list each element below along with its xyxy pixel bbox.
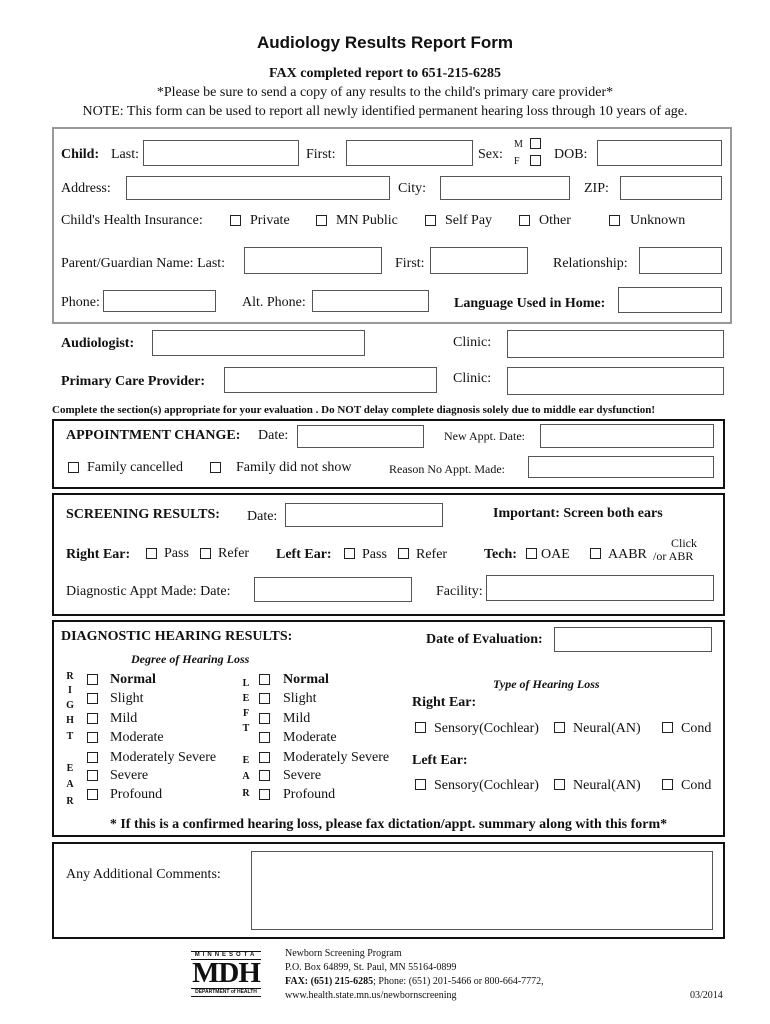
sex-m-label: M [514, 139, 523, 150]
clinic-field[interactable] [507, 330, 724, 358]
insurance-selfpay-checkbox[interactable] [425, 215, 436, 226]
phone-field[interactable] [103, 290, 216, 312]
left-ear-letter: F [242, 708, 250, 719]
right-degree-checkbox[interactable] [87, 732, 98, 743]
alt-phone-field[interactable] [312, 290, 429, 312]
left-neural-checkbox[interactable] [554, 779, 565, 790]
relationship-label: Relationship: [553, 256, 628, 271]
mdh-logo-top: MINNESOTA [191, 951, 261, 960]
fax-phone-text: FAX: (651) 215-6285; Phone: (651) 201-5466 or 800-664-7772, [285, 976, 544, 987]
new-appt-date-label: New Appt. Date: [444, 429, 525, 443]
right-degree-checkbox[interactable] [87, 752, 98, 763]
right-degree-checkbox[interactable] [87, 789, 98, 800]
insurance-label: Child's Health Insurance: [61, 213, 203, 228]
city-label: City: [398, 181, 427, 196]
program-name: Newborn Screening Program [285, 948, 402, 959]
clinic2-label: Clinic: [453, 371, 492, 386]
insurance-unknown-checkbox[interactable] [609, 215, 620, 226]
right-ear-letter: E [66, 763, 74, 774]
insurance-mnpublic-label: MN Public [336, 213, 398, 228]
right-pass-label: Pass [164, 546, 189, 561]
right-sensory-label: Sensory(Cochlear) [434, 721, 539, 736]
dob-field[interactable] [597, 140, 722, 166]
right-degree-label: Moderately Severe [110, 750, 217, 765]
oae-checkbox[interactable] [526, 548, 537, 559]
right-degree-checkbox[interactable] [87, 693, 98, 704]
screening-date-field[interactable] [285, 503, 443, 527]
right-pass-checkbox[interactable] [146, 548, 157, 559]
type-label: Type of Hearing Loss [493, 677, 600, 691]
left-neural-label: Neural(AN) [573, 778, 641, 793]
tech-label: Tech: [484, 547, 517, 562]
insurance-selfpay-label: Self Pay [445, 213, 493, 228]
left-degree-label: Profound [283, 787, 336, 802]
left-ear-letter: E [242, 693, 250, 704]
right-degree-label: Severe [110, 768, 149, 783]
form-title: Audiology Results Report Form [257, 33, 513, 52]
left-degree-checkbox[interactable] [259, 713, 270, 724]
aabr-checkbox[interactable] [590, 548, 601, 559]
left-pass-label: Pass [362, 547, 387, 562]
diag-appt-label: Diagnostic Appt Made: Date: [66, 584, 231, 599]
left-degree-label: Moderately Severe [283, 750, 390, 765]
form-version: 03/2014 [690, 990, 723, 1001]
insurance-private-label: Private [250, 213, 290, 228]
mdh-logo-main: MDH [192, 957, 260, 989]
left-refer-label: Refer [416, 547, 448, 562]
guardian-first-label: First: [395, 256, 425, 271]
left-degree-label: Slight [283, 691, 317, 706]
address-field[interactable] [126, 176, 390, 200]
screen-left-ear-label: Left Ear: [276, 547, 332, 562]
audiologist-field[interactable] [152, 330, 365, 356]
insurance-other-label: Other [539, 213, 571, 228]
degree-label: Degree of Hearing Loss [131, 652, 250, 666]
right-degree-label: Mild [110, 711, 138, 726]
appointment-date-label: Date: [258, 428, 289, 443]
aabr-label: AABR [608, 547, 647, 562]
type-right-ear-label: Right Ear: [412, 695, 477, 710]
oae-label: OAE [541, 547, 570, 562]
age-note: NOTE: This form can be used to report all newly identified permanent hearing loss through 10 years of age. [82, 104, 688, 119]
family-no-show-label: Family did not show [236, 460, 352, 475]
website-link[interactable]: www.health.state.mn.us/newbornscreening [285, 990, 457, 1001]
diagnostic-title: DIAGNOSTIC HEARING RESULTS: [61, 629, 293, 644]
right-degree-checkbox[interactable] [87, 770, 98, 781]
dob-label: DOB: [554, 147, 588, 162]
right-neural-label: Neural(AN) [573, 721, 641, 736]
facility-field[interactable] [486, 575, 714, 601]
left-ear-letter: T [242, 723, 250, 734]
fax-number-bold: FAX: (651) 215-6285 [285, 976, 374, 987]
reason-field[interactable] [528, 456, 714, 478]
family-cancelled-checkbox[interactable] [68, 462, 79, 473]
right-degree-checkbox[interactable] [87, 713, 98, 724]
fax-line: FAX completed report to 651-215-6285 [269, 66, 501, 81]
screening-date-label: Date: [247, 509, 278, 524]
family-no-show-checkbox[interactable] [210, 462, 221, 473]
mdh-logo [191, 951, 261, 997]
facility-label: Facility: [436, 584, 483, 599]
right-ear-letter: T [66, 731, 74, 742]
right-refer-checkbox[interactable] [200, 548, 211, 559]
zip-label: ZIP: [584, 181, 609, 196]
important-note: Important: Screen both ears [493, 506, 663, 521]
right-ear-letter: R [66, 796, 74, 807]
sex-f-label: F [514, 156, 520, 167]
mdh-logo-bottom: DEPARTMENT of HEALTH [191, 988, 261, 997]
right-refer-label: Refer [218, 546, 250, 561]
child-label: Child: [61, 147, 100, 162]
left-degree-checkbox[interactable] [259, 752, 270, 763]
left-degree-label: Mild [283, 711, 311, 726]
family-cancelled-label: Family cancelled [87, 460, 184, 475]
zip-field[interactable] [620, 176, 722, 200]
left-pass-checkbox[interactable] [344, 548, 355, 559]
type-left-ear-label: Left Ear: [412, 753, 468, 768]
date-of-evaluation-label: Date of Evaluation: [426, 632, 543, 647]
sex-f-checkbox[interactable] [530, 155, 541, 166]
left-degree-label: Moderate [283, 730, 337, 745]
relationship-field[interactable] [639, 247, 722, 274]
comments-label: Any Additional Comments: [66, 867, 221, 882]
left-ear-letter: E [242, 755, 250, 766]
insurance-mnpublic-checkbox[interactable] [316, 215, 327, 226]
right-ear-letter: A [66, 779, 74, 790]
insurance-unknown-label: Unknown [630, 213, 686, 228]
right-degree-label: Profound [110, 787, 163, 802]
instruction-text: Complete the section(s) appropriate for your evaluation . Do NOT delay complete diagnosis solely due to middle ear dysfunction! [52, 404, 656, 416]
left-degree-checkbox[interactable] [259, 732, 270, 743]
left-ear-letter: L [242, 678, 250, 689]
screening-title: SCREENING RESULTS: [66, 507, 220, 522]
new-appt-date-field[interactable] [540, 424, 714, 448]
fax-phone [285, 976, 544, 988]
language-label: Language Used in Home: [454, 296, 606, 311]
left-refer-checkbox[interactable] [398, 548, 409, 559]
alt-phone-label: Alt. Phone: [242, 295, 306, 310]
click-label: Click [671, 536, 697, 550]
insurance-private-checkbox[interactable] [230, 215, 241, 226]
clinic-label: Clinic: [453, 335, 492, 350]
right-cond-checkbox[interactable] [662, 722, 673, 733]
left-degree-label: Severe [283, 768, 322, 783]
left-sensory-checkbox[interactable] [415, 779, 426, 790]
sex-m-checkbox[interactable] [530, 138, 541, 149]
guardian-first-field[interactable] [430, 247, 528, 274]
left-ear-letter: A [242, 771, 250, 782]
left-degree-label: Normal [283, 672, 329, 687]
clinic2-field[interactable] [507, 367, 724, 395]
insurance-other-checkbox[interactable] [519, 215, 530, 226]
date-of-evaluation-field[interactable] [554, 627, 712, 652]
reason-label: Reason No Appt. Made: [389, 462, 505, 476]
left-degree-checkbox[interactable] [259, 770, 270, 781]
child-first-field[interactable] [346, 140, 473, 166]
right-ear-letter: R [66, 671, 74, 682]
screen-right-ear-label: Right Ear: [66, 547, 131, 562]
right-degree-checkbox[interactable] [87, 674, 98, 685]
right-degree-label: Moderate [110, 730, 164, 745]
left-cond-label: Cond [681, 778, 712, 793]
right-degree-label: Slight [110, 691, 144, 706]
guardian-last-field[interactable] [244, 247, 382, 274]
right-degree-label: Normal [110, 672, 156, 687]
right-ear-letter: G [66, 700, 74, 711]
left-cond-checkbox[interactable] [662, 779, 673, 790]
confirmed-loss-note: * If this is a confirmed hearing loss, please fax dictation/appt. summary along with this form* [109, 817, 668, 832]
language-field[interactable] [618, 287, 722, 313]
last-label: Last: [111, 147, 139, 162]
phone-label: Phone: [61, 295, 100, 310]
address-label: Address: [61, 181, 111, 196]
appointment-title: APPOINTMENT CHANGE: [66, 428, 241, 443]
right-ear-letter: I [68, 685, 72, 696]
child-last-field[interactable] [143, 140, 299, 166]
right-ear-letter: H [66, 715, 74, 726]
left-degree-checkbox[interactable] [259, 674, 270, 685]
or-abr-label: /or ABR [653, 549, 694, 563]
diag-appt-date-field[interactable] [254, 577, 412, 602]
left-degree-checkbox[interactable] [259, 789, 270, 800]
guardian-last-label: Parent/Guardian Name: Last: [61, 256, 226, 271]
po-box: P.O. Box 64899, St. Paul, MN 55164-0899 [285, 962, 457, 973]
comments-field[interactable] [251, 851, 713, 930]
pcp-field[interactable] [224, 367, 437, 393]
left-degree-checkbox[interactable] [259, 693, 270, 704]
appointment-date-field[interactable] [297, 425, 424, 448]
right-neural-checkbox[interactable] [554, 722, 565, 733]
right-sensory-checkbox[interactable] [415, 722, 426, 733]
first-label: First: [306, 147, 336, 162]
audiologist-label: Audiologist: [61, 336, 135, 351]
pcp-label: Primary Care Provider: [61, 374, 206, 389]
left-ear-letter: R [242, 788, 250, 799]
right-cond-label: Cond [681, 721, 712, 736]
city-field[interactable] [440, 176, 570, 200]
sex-label: Sex: [478, 147, 503, 162]
copy-note: *Please be sure to send a copy of any results to the child's primary care provider* [156, 85, 614, 100]
left-sensory-label: Sensory(Cochlear) [434, 778, 539, 793]
